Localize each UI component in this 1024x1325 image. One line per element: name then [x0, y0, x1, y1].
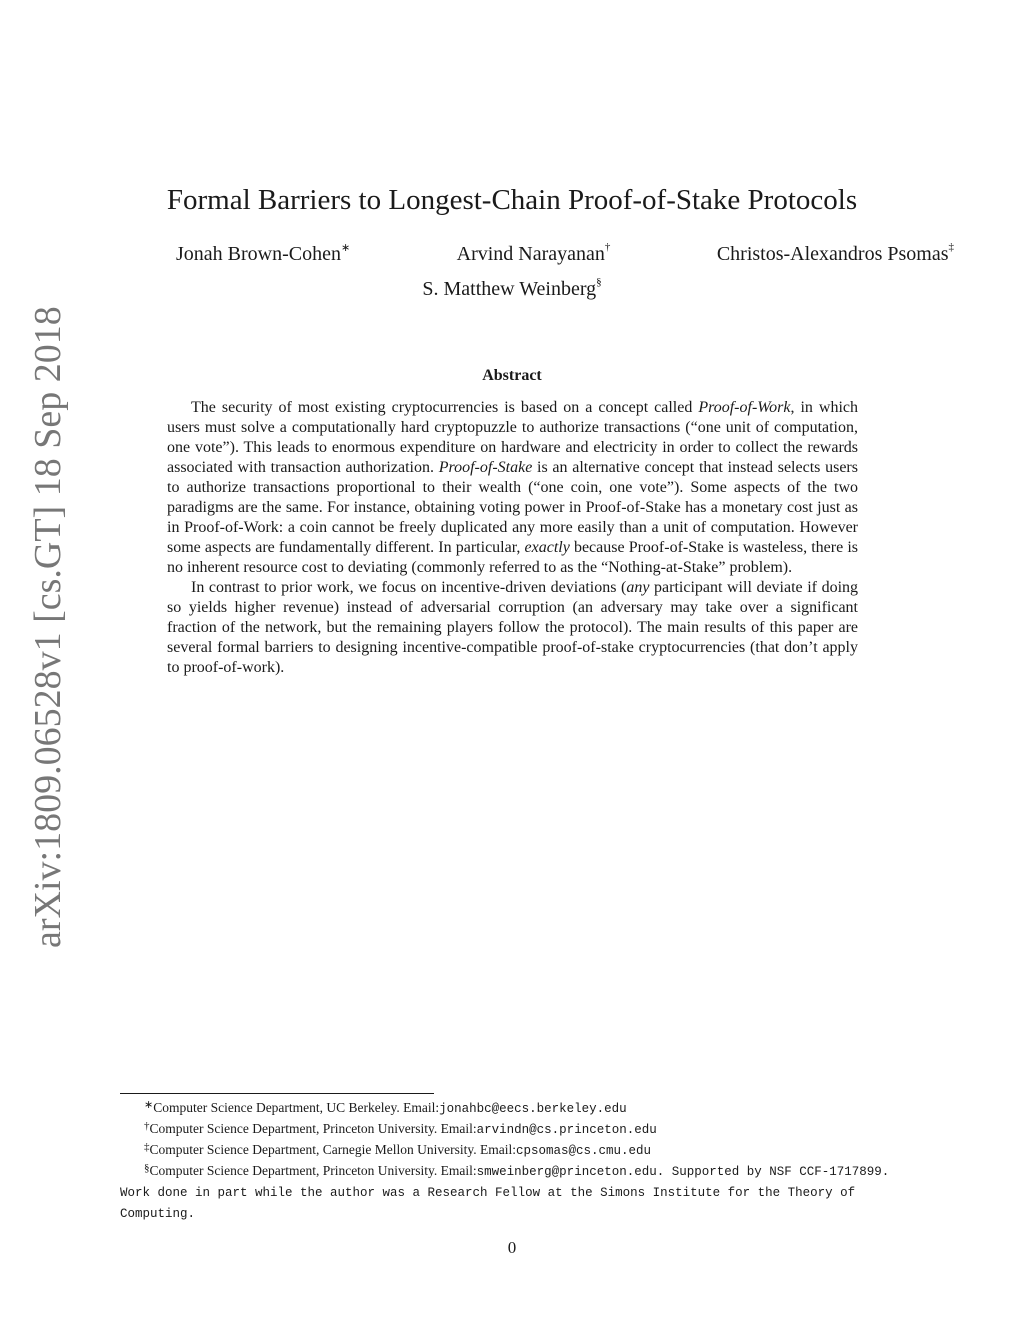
abstract-paragraph: In contrast to prior work, we focus on incentive-driven deviations (any participant will deviate if doing so yields higher revenue) instead of adversarial corruption (an adversary may take over a significant fraction of the network, but the remaining players follow the protocol). The main results of this paper are several formal barriers to designing incentive-compatible proof-of-stake cryptocurrencies (that don’t apply to proof-of-work). — [167, 579, 859, 676]
author-footnote-mark: ∗ — [340, 242, 351, 254]
footnote-email[interactable]: arvindn@cs.princeton.edu — [476, 1123, 657, 1137]
author-name: S. Matthew Weinberg§ — [422, 276, 602, 300]
abstract-body — [167, 398, 858, 678]
author-name: Jonah Brown-Cohen∗ — [176, 242, 351, 265]
author-name: Arvind Narayanan† — [456, 241, 611, 265]
abstract-heading: Abstract — [482, 367, 542, 384]
footnote: ∗Computer Science Department, UC Berkeley. Email:jonahbc@eecs.berkeley.edu — [144, 1099, 627, 1116]
footnote-email[interactable]: cpsomas@cs.cmu.edu — [516, 1144, 652, 1158]
author-footnote-mark: § — [596, 276, 602, 288]
footnote-divider — [120, 1093, 434, 1094]
author-name: Christos-Alexandros Psomas‡ — [716, 241, 954, 265]
author-footnote-mark: ‡ — [948, 241, 954, 253]
footnote: ‡Computer Science Department, Carnegie Mellon University. Email:cpsomas@cs.cmu.edu — [144, 1141, 652, 1158]
footnote: §Computer Science Department, Princeton University. Email:smweinberg@princeton.edu. Supported by NSF CCF-1717899. Work done in part while the author was a Research Fellow at the Simons Institute for the Theory of Computing. — [120, 1162, 890, 1221]
footnotes — [120, 1098, 906, 1224]
author-list-row — [120, 241, 954, 266]
abstract-paragraph: The security of most existing cryptocurrencies is based on a concept called Proof-of-Work, in which users must solve a computationally hard cryptopuzzle to authorize transactions (“one unit of computation, one vote”). This leads to enormous expenditure on hardware and electricity in order to collect the rewards associated with transaction authorization. Proof-of-Stake is an alternative concept that instead selects users to authorize transactions proportional to their wealth (“one coin, one vote”). Some aspects of the two paradigms are the same. For instance, obtaining voting power in Proof-of-Stake has a monetary cost just as in Proof-of-Work: a coin cannot be freely duplicated any more easily than a unit of computation. However some aspects are fundamentally different. In particular, exactly because Proof-of-Stake is wasteless, there is no inherent resource cost to deviating (commonly referred to as the “Nothing-at-Stake” problem). — [167, 399, 859, 576]
footnote: †Computer Science Department, Princeton University. Email:arvindn@cs.princeton.edu — [144, 1120, 657, 1137]
author-footnote-mark: † — [604, 241, 611, 253]
footnote-email[interactable]: smweinberg@princeton.edu. — [476, 1165, 665, 1179]
paper-title: Formal Barriers to Longest-Chain Proof-of-Stake Protocols — [166, 184, 858, 216]
footnote-email[interactable]: jonahbc@eecs.berkeley.edu — [439, 1102, 627, 1116]
page-number: 0 — [507, 1238, 517, 1257]
arxiv-identifier-stamp: arXiv:1809.06528v1 [cs.GT] 18 Sep 2018 — [27, 306, 69, 948]
